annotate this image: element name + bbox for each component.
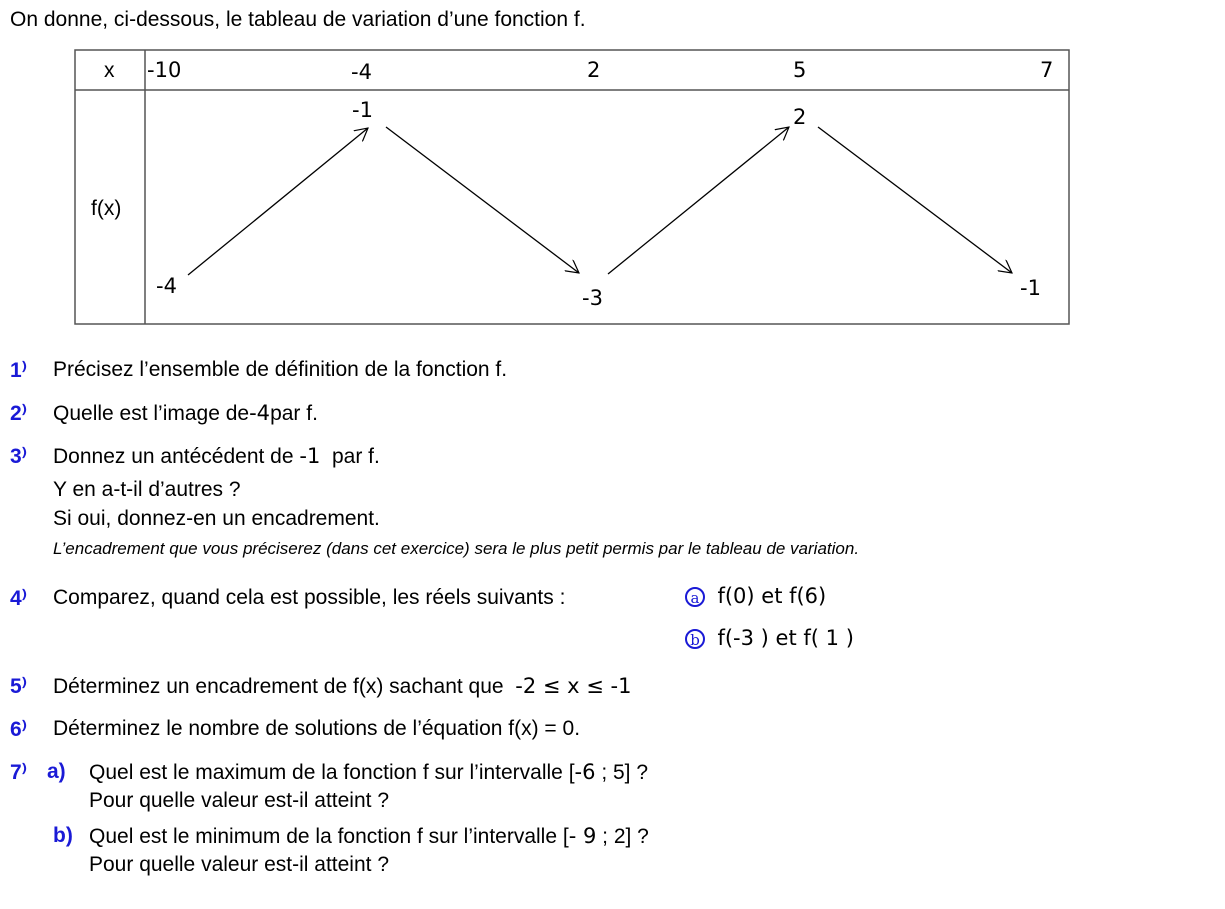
question-2-number: 2⁾ [10, 402, 27, 425]
question-6-number: 6⁾ [10, 718, 27, 741]
question-3-line3: Si oui, donnez-en un encadrement. [53, 507, 380, 530]
question-7a-line2: Pour quelle valeur est-il atteint ? [89, 789, 389, 812]
f-row-label: f(x) [91, 197, 122, 220]
f-value-4: 2 [793, 105, 807, 129]
item-b-marker: b [685, 629, 705, 649]
question-number: 1⁾ [10, 359, 27, 382]
question-7b-text: Quel est le minimum de la fonction f sur l’intervalle [- 9 ; 2] ? [89, 824, 649, 848]
x-value-4: 5 [793, 58, 807, 82]
x-value-1: -10 [147, 58, 182, 82]
x-value-5: 7 [1040, 58, 1054, 82]
question-2-text: Quelle est l’image de-4par f. [53, 401, 318, 425]
x-value-2: -4 [351, 60, 372, 84]
f-value-1: -4 [156, 274, 177, 298]
question-3-text: Donnez un antécédent de -1 par f. [53, 444, 380, 468]
arrow-down-2 [818, 127, 1012, 273]
question-7b-line2: Pour quelle valeur est-il atteint ? [89, 853, 389, 876]
question-3-number: 3⁾ [10, 445, 27, 468]
question-4-text: Comparez, quand cela est possible, les réels suivants : [53, 586, 566, 609]
question-6-text: Déterminez le nombre de solutions de l’équation f(x) = 0. [53, 717, 581, 740]
question-4b [685, 626, 854, 650]
f-value-2: -1 [352, 98, 373, 122]
f-value-5: -1 [1020, 276, 1041, 300]
question-7a-label: a) [47, 760, 66, 783]
question-5-text: Déterminez un encadrement de f(x) sachant que -2 ≤ x ≤ -1 [53, 674, 632, 698]
question-4b-text: f(-3 ) et f( 1 ) [717, 626, 854, 650]
f-value-3: -3 [582, 286, 603, 310]
question-1-text: Précisez l’ensemble de définition de la fonction f. [53, 358, 508, 381]
question-7a-text: Quel est le maximum de la fonction f sur l’intervalle [-6 ; 5] ? [89, 760, 649, 784]
arrow-up-1 [188, 128, 368, 275]
question-3-note: L’encadrement que vous préciserez (dans cet exercice) sera le plus petit permis par le tableau de variation. [53, 539, 860, 558]
question-3-line2: Y en a-t-il d’autres ? [53, 478, 241, 501]
question-4a [685, 584, 826, 608]
x-value-3: 2 [587, 58, 601, 82]
item-a-marker: a [685, 587, 705, 607]
question-7-number: 7⁾ [10, 761, 27, 784]
question-5-number: 5⁾ [10, 675, 27, 698]
question-7b-label: b) [53, 824, 73, 847]
question-4-number: 4⁾ [10, 587, 27, 610]
question-1 [10, 358, 27, 383]
question-4a-text: f(0) et f(6) [717, 584, 827, 608]
intro-text: On donne, ci-dessous, le tableau de variation d’une fonction f. [10, 8, 586, 31]
variation-table-frame [0, 0, 1225, 340]
x-row-label: x [104, 59, 115, 82]
arrow-down-1 [386, 127, 579, 273]
arrow-up-2 [608, 127, 789, 274]
